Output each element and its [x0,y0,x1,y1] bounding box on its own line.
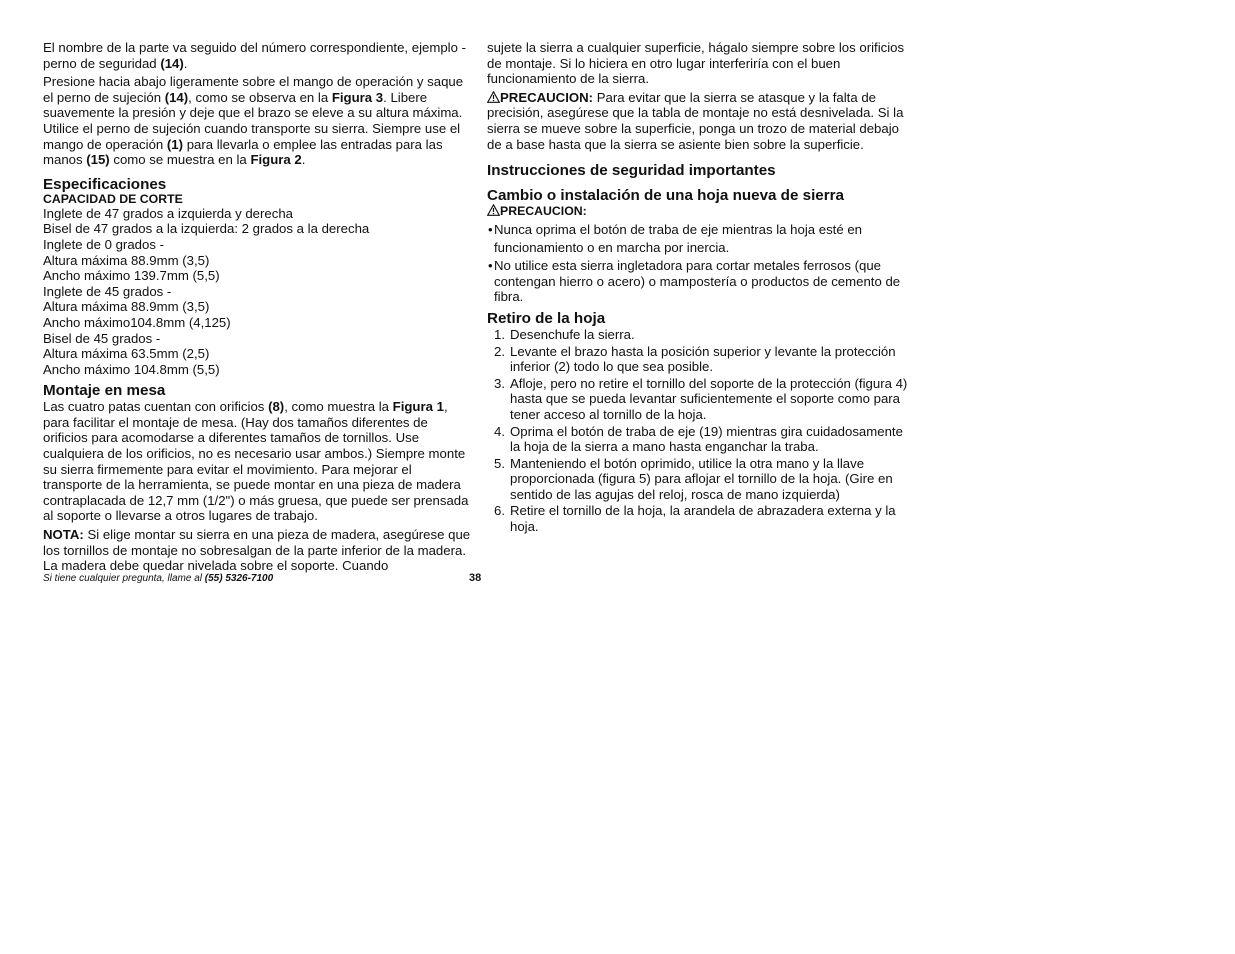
left-column [43,40,471,574]
intro-paragraph-2: Presione hacia abajo ligeramente sobre el mango de operación y saque el perno de sujeción (14), como se observa en la Figura 3. Libere suavemente la presión y deje que el brazo se eleve a su altura máxima. Utilice el perno de sujeción cuando transporte su sierra. Siempre use el mango de operación (1) para llevarla o emplee las entradas para las manos (15) como se muestra en la Figura 2. [43,74,464,168]
specs-heading: Especificaciones [43,175,167,193]
spec-line: Altura máxima 63.5mm (2,5) [43,346,210,362]
warning-icon [487,91,500,103]
spec-line: Ancho máximo104.8mm (4,125) [43,314,231,330]
blade-heading: Cambio o instalación de una hoja nueva de sierra [487,187,845,205]
specs-list [43,206,471,378]
spec-line: Inglete de 47 grados a izquierda y derecha [43,205,294,221]
spec-line: Bisel de 45 grados - [43,330,161,346]
list-item: 5. Manteniendo el botón oprimido, utilice la otra mano y la llave proporcionada (figura 5) para aflojar el tornillo de la hoja. (Gire en sentido de las agujas del reloj, rosca de mano izquierda) [494,455,893,502]
list-item: 4. Oprima el botón de traba de eje (19) mientras gira cuidadosamente la hoja de la sierra a mano hasta enganchar la traba. [494,423,903,455]
removal-heading: Retiro de la hoja [487,309,606,327]
phone-number: (55) 5326-7100 [204,573,274,584]
right-column [487,40,915,535]
spec-line: Ancho máximo 104.8mm (5,5) [43,361,220,377]
caution-paragraph: PRECAUCION: Para evitar que la sierra se atasque y la falta de precisión, asegúrese que la tabla de montaje no está desnivelada. Si la sierra se mueve sobre la superficie, ponga un trozo de material debajo de a base hasta que la sierra se asiente bien sobre la superficie. [487,89,904,152]
note-label: NOTA: [43,527,84,543]
spec-line: Bisel de 47 grados a la izquierda: 2 grados a la derecha [43,221,370,237]
intro-paragraph-1: El nombre de la parte va seguido del número correspondiente, ejemplo - perno de seguridad (14). [43,40,466,71]
bullet-item: • Nunca oprima el botón de traba de eje mientras la hoja esté en funcionamiento o en marcha por inercia. [488,222,863,255]
caution-bullets [487,221,915,305]
warning-icon [487,204,500,216]
footer-note: Si tiene cualquier pregunta, llame al (55) 5326-7100 [43,573,274,584]
spec-line: Inglete de 0 grados - [43,236,164,252]
spec-line: Ancho máximo 139.7mm (5,5) [43,268,220,284]
list-item: 3. Afloje, pero no retire el tornillo del soporte de la protección (figura 4) hasta que se pueda levantar suficientemente el soporte como para tener acceso al tornillo de la hoja. [494,375,908,422]
mount-paragraph: Las cuatro patas cuentan con orificios (8), como muestra la Figura 1, para facilitar el montaje de mesa. (Hay dos tamaños diferentes de orificios para acomodarse a diferentes tamaños de tornillos. Use cualquiera de los orificios, no es necesario usar ambos.) Siempre monte su sierra firmemente para evitar el movimiento. Para mejorar el transporte de la herramienta, se puede montar en una pieza de madera contraplacada de 12,7 mm (1/2") o más gruesa, que puede ser prensada al soporte o llevarse a otros lugares de trabajo. [43,399,469,524]
mount-heading: Montaje en mesa [43,382,166,400]
spec-line: Altura máxima 88.9mm (3,5) [43,252,210,268]
mount-note: NOTA: Si elige montar su sierra en una pieza de madera, asegúrese que los tornillos de montaje no sobresalgan de la parte inferior de la madera. La madera debe quedar nivelada sobre el soporte. Cuando [43,527,471,574]
list-item: 2. Levante el brazo hasta la posición superior y levante la protección inferior (2) todo lo que sea posible. [494,343,896,375]
caution-label-2: PRECAUCION: [487,204,915,218]
specs-subheading: CAPACIDAD DE CORTE [43,191,183,206]
page-number: 38 [469,572,482,584]
spec-line: Altura máxima 88.9mm (3,5) [43,299,210,315]
bullet-item: • No utilice esta sierra ingletadora para cortar metales ferrosos (que contengan hierro o acero) o mampostería o productos de cemento de fibra. [488,258,901,305]
list-item: 1. Desenchufe la sierra. [494,326,635,342]
removal-steps [487,327,915,535]
spec-line: Inglete de 45 grados - [43,283,172,299]
list-item: 6. Retire el tornillo de la hoja, la arandela de abrazadera externa y la hoja. [494,503,896,535]
safety-heading: Instrucciones de seguridad importantes [487,162,776,180]
continued-paragraph: sujete la sierra a cualquier superficie, hágalo siempre sobre los orificios de montaje. Si lo hiciera en otro lugar interferiría con el buen funcionamiento de la sierra. [487,40,905,87]
